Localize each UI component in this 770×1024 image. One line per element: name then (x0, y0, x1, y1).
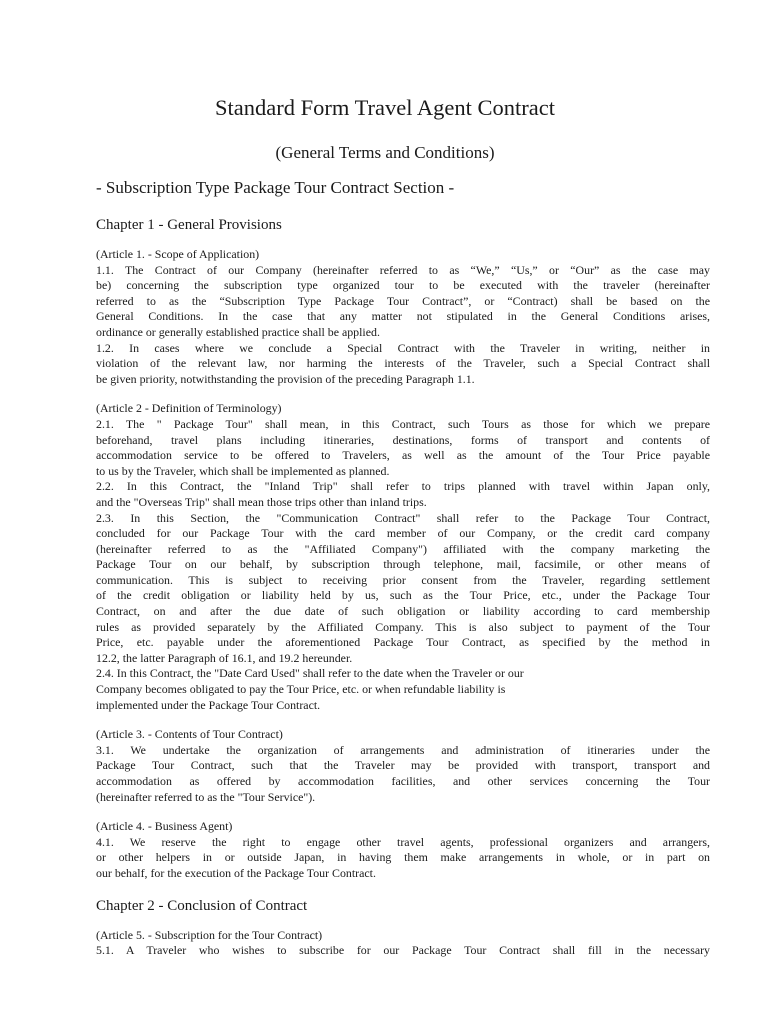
article-1-line: General Conditions. In the case that any matter not stipulated in the General Conditions arises, (96, 309, 710, 324)
article-2-line: 12.2, the latter Paragraph of 16.1, and 19.2 hereunder. (96, 650, 353, 665)
chapter-1-heading: Chapter 1 - General Provisions (96, 217, 282, 233)
article-3-line: Package Tour Contract, such that the Traveler may be provided with transport, transport and (96, 758, 710, 773)
article-1-heading: (Article 1. - Scope of Application) (96, 247, 260, 261)
article-4-line: our behalf, for the execution of the Package Tour Contract. (96, 865, 376, 880)
article-2-line: and the "Overseas Trip" shall mean those trips other than inland trips. (96, 494, 427, 509)
article-3-heading: (Article 3. - Contents of Tour Contract) (96, 727, 283, 742)
article-1-line: be) concerning the subscription type organized tour to be executed with the traveler (hereinafter (96, 278, 710, 293)
article-2-line: 2.3. In this Section, the "Communication Contract" shall refer to the Package Tour Contract, (96, 510, 710, 525)
chapter-2-heading: Chapter 2 - Conclusion of Contract (96, 897, 308, 914)
article-3-line: accommodation as offered by accommodation facilities, and other services concerning the Tour (96, 774, 710, 788)
article-2-line: Package Tour on our behalf, by subscription through telephone, mail, facsimile, or other means of (96, 557, 710, 572)
article-3-line: (hereinafter referred to as the "Tour Service"). (96, 789, 316, 804)
article-2-line: communication. This is subject to receiving prior consent from the Traveler, regarding settlement (96, 572, 710, 587)
article-5-line: 5.1. A Traveler who wishes to subscribe for our Package Tour Contract shall fill in the necessary (96, 943, 710, 958)
article-2-line: of the credit obligation or liability held by us, such as the Tour Price, etc., under the Package Tour (96, 588, 710, 603)
article-2-heading: (Article 2 - Definition of Terminology) (96, 401, 282, 416)
article-1-line: referred to as the “Subscription Type Package Tour Contract”, or “Contract) shall be based on the (96, 293, 710, 308)
article-1 (96, 247, 710, 387)
article-2-line: 2.2. In this Contract, the "Inland Trip" shall refer to trips planned with travel within Japan only, (96, 479, 710, 494)
article-2-line: concluded for our Package Tour with the card member of our Company, or the credit card company (96, 526, 710, 541)
article-1-line: ordinance or generally established practice shall be applied. (96, 324, 380, 339)
article-4-line: 4.1. We reserve the right to engage other travel agents, professional organizers and arrangers, (96, 834, 710, 849)
article-1-line: violation of the relevant law, nor harming the interests of the Traveler, such a Special Contract shall (96, 356, 710, 371)
article-4 (96, 819, 710, 881)
document-title: Standard Form Travel Agent Contract (215, 95, 555, 120)
article-5-heading: (Article 5. - Subscription for the Tour Contract) (96, 927, 323, 942)
article-2-line: beforehand, travel plans including itineraries, destinations, forms of transport and contents of (96, 432, 710, 447)
article-2-line: (hereinafter referred to as the "Affiliated Company") affiliated with the company marketing the (96, 541, 710, 556)
document-body (96, 213, 710, 959)
article-2 (96, 401, 710, 713)
article-1-line: be given priority, notwithstanding the provision of the preceding Paragraph 1.1. (96, 371, 475, 386)
section-heading: - Subscription Type Package Tour Contract Section - (96, 178, 455, 197)
article-4-heading: (Article 4. - Business Agent) (96, 819, 233, 834)
article-2-line: 2.1. The " Package Tour" shall mean, in this Contract, such Tours as those for which we prepare (96, 416, 710, 431)
article-5 (96, 928, 710, 959)
article-1-line: 1.2. In cases where we conclude a Special Contract with the Traveler in writing, neither in (96, 340, 710, 355)
article-2-line: Company becomes obligated to pay the Tour Price, etc. or when refundable liability is (96, 682, 506, 697)
document-subtitle: (General Terms and Conditions) (275, 143, 495, 162)
article-2-line: Contract, on and after the due date of such obligation or liability according to card membership (96, 604, 710, 619)
article-2-line: rules as provided separately by the Affiliated Company. This is also subject to payment of the Tour (96, 619, 710, 634)
article-2-line: to us by the Traveler, which shall be implemented as planned. (96, 463, 390, 478)
article-2-line: 2.4. In this Contract, the "Date Card Used" shall refer to the date when the Traveler or our (96, 666, 524, 681)
article-3-line: 3.1. We undertake the organization of arrangements and administration of itineraries under the (96, 742, 710, 757)
article-3 (96, 727, 710, 805)
article-2-line: accommodation service to be offered to Travelers, as well as the amount of the Tour Price payable (96, 448, 710, 463)
article-4-line: or other helpers in or outside Japan, in having them make arrangements in whole, or in part on (96, 850, 710, 865)
article-2-line: Price, etc. payable under the aforementioned Package Tour Contract, as specified by the method in (96, 635, 710, 650)
article-2-line: implemented under the Package Tour Contract. (96, 697, 321, 712)
article-1-line: 1.1. The Contract of our Company (hereinafter referred to as “We,” “Us,” or “Our” as the case may (96, 262, 710, 277)
